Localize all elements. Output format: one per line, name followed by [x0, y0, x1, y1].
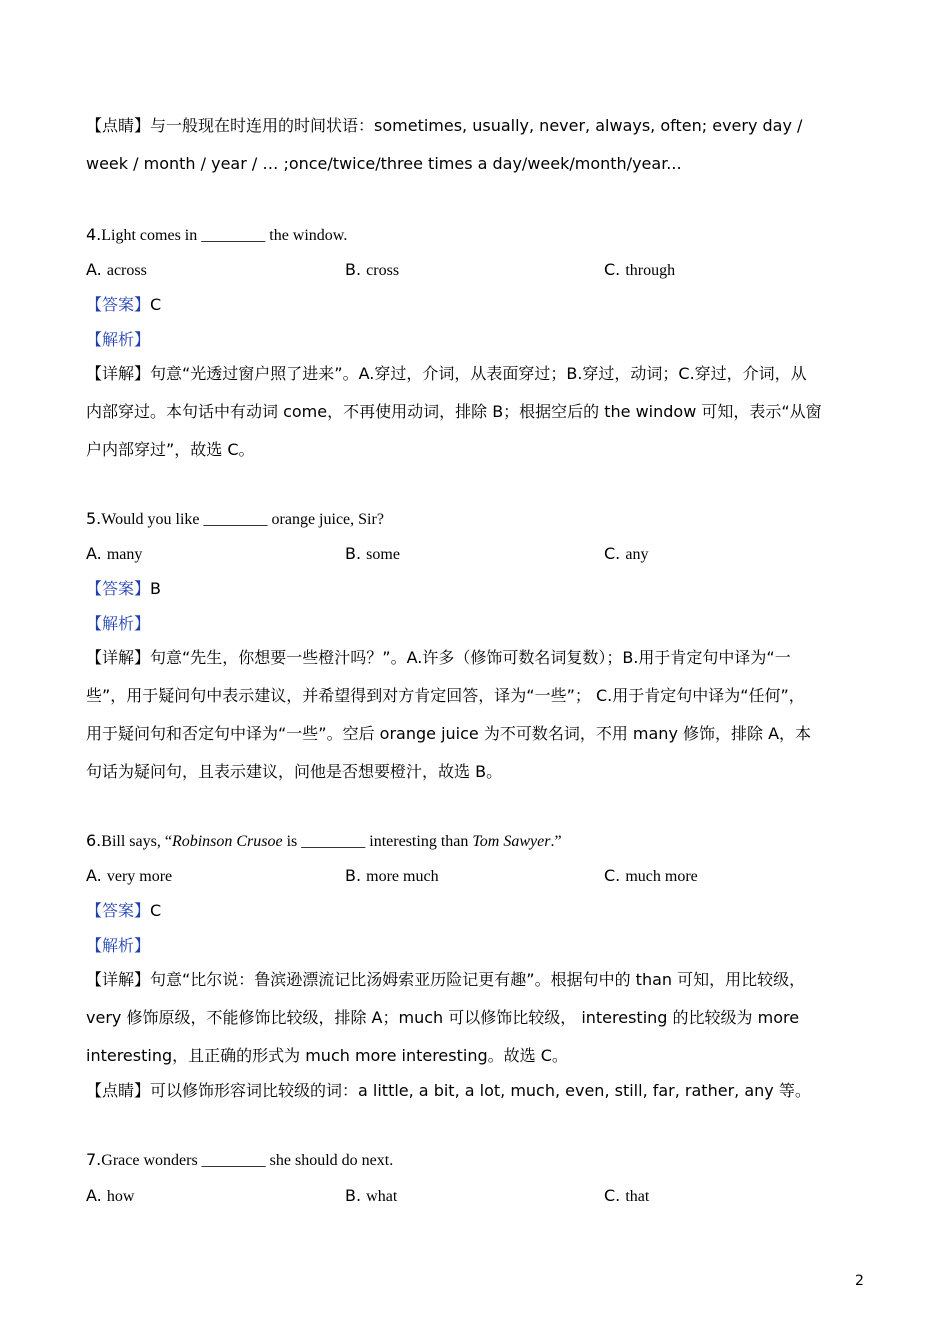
page-number: 2	[855, 1273, 864, 1289]
detail-line: 【详解】句意“比尔说：鲁滨逊漂流记比汤姆索亚历险记更有趣”。根据句中的 than 可知，用比较级，	[86, 970, 806, 989]
question-7-stem: 7.Grace wonders ________ she should do next.	[86, 1150, 394, 1169]
question-4-stem	[86, 224, 347, 247]
option-a[interactable]: A. many	[86, 544, 143, 563]
question-5-stem: 5.Would you like ________ orange juice, Sir?	[86, 509, 384, 528]
option-c[interactable]: C. through	[604, 260, 676, 279]
detail-line: very 修饰原级，不能修饰比较级，排除 A；much 可以修饰比较级， interesting 的比较级为 more	[86, 1008, 800, 1027]
analysis-label: 【解析】	[86, 936, 151, 955]
option-b[interactable]: B. more much	[345, 866, 439, 885]
option-c[interactable]: C. any	[604, 544, 649, 563]
intro-tip-line1	[86, 115, 802, 137]
option-a[interactable]: A. how	[86, 1186, 135, 1205]
detail-line: 【详解】句意“光透过窗户照了进来”。A.穿过，介词，从表面穿过；B.穿过，动词；C.穿过，介词，从	[86, 364, 807, 383]
option-a[interactable]: A. across	[86, 260, 147, 279]
analysis-label: 【解析】	[86, 330, 151, 349]
tip-label: 【点睛】	[86, 116, 151, 135]
question-number: 4.	[86, 225, 102, 244]
detail-line: 户内部穿过”，故选 C。	[86, 440, 255, 459]
detail-line: interesting，且正确的形式为 much more interesting。故选 C。	[86, 1046, 568, 1065]
option-c[interactable]: C. that	[604, 1186, 650, 1205]
analysis-label: 【解析】	[86, 614, 151, 633]
question-6-stem: 6.Bill says, “Robinson Crusoe is ________ interesting than Tom Sawyer.”	[86, 831, 562, 850]
detail-line: 【详解】句意“先生，你想要一些橙汁吗？”。A.许多（修饰可数名词复数）；B.用于肯定句中译为“一	[86, 648, 791, 667]
option-b[interactable]: B. what	[345, 1186, 398, 1205]
option-c[interactable]: C. much more	[604, 866, 698, 885]
intro-tip-line2: week / month / year / … ;once/twice/three times a day/week/month/year...	[86, 154, 682, 173]
tip-text: 与一般现在时连用的时间状语：sometimes, usually, never, always, often; every day /	[150, 116, 803, 135]
answer-row: 【答案】C	[86, 901, 162, 920]
question-text: Light comes in ________ the window.	[101, 227, 348, 244]
tip-line: 【点睛】可以修饰形容词比较级的词：a little, a bit, a lot, much, even, still, far, rather, any 等。	[86, 1081, 811, 1100]
answer-row: 【答案】C	[86, 295, 162, 314]
detail-line: 内部穿过。本句话中有动词 come，不再使用动词，排除 B；根据空后的 the window 可知，表示“从窗	[86, 402, 822, 421]
detail-line: 句话为疑问句，且表示建议，问他是否想要橙汁，故选 B。	[86, 762, 503, 781]
answer-row: 【答案】B	[86, 579, 161, 598]
detail-line: 用于疑问句和否定句中译为“一些”。空后 orange juice 为不可数名词，不用 many 修饰，排除 A，本	[86, 724, 812, 743]
option-b[interactable]: B. some	[345, 544, 400, 563]
option-b[interactable]: B. cross	[345, 260, 400, 279]
option-a[interactable]: A. very more	[86, 866, 173, 885]
detail-line: 些”，用于疑问句中表示建议，并希望得到对方肯定回答，译为“一些”； C.用于肯定句中译为“任何”，	[86, 686, 805, 705]
